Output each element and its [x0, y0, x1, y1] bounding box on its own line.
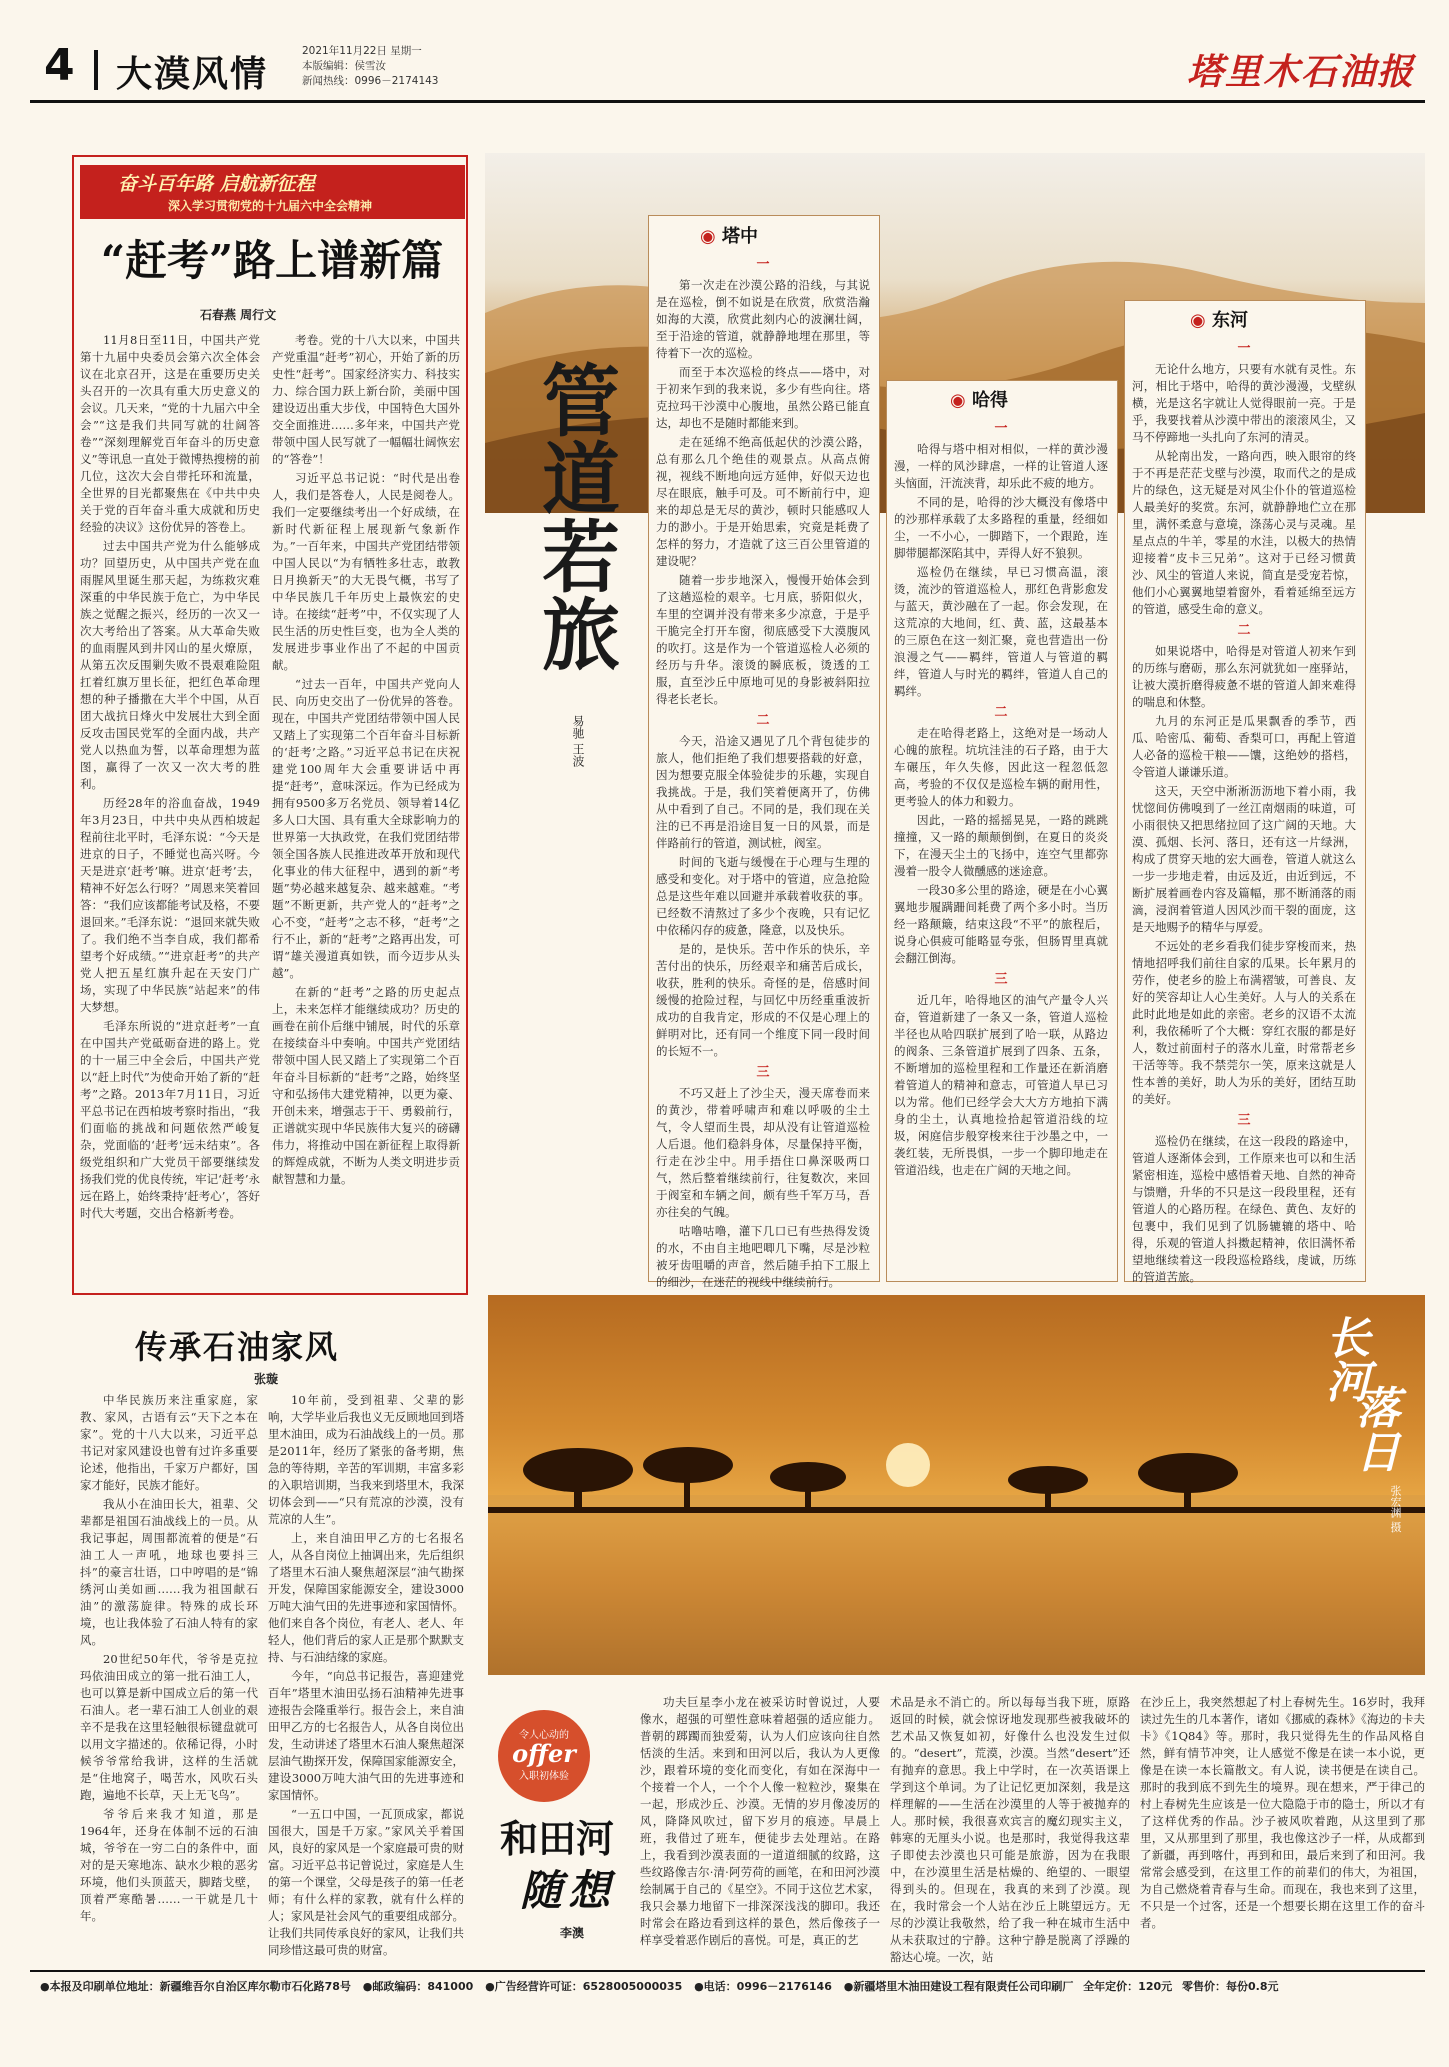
location-pin-icon: ◉ — [1190, 310, 1206, 331]
footer — [40, 1978, 1425, 1994]
article-pipeline-title: 管道若旅 — [529, 360, 620, 672]
article-ganka-col1: 11月8日至11日，中国共产党第十九届中央委员会第六次全体会议在北京召开，这是在重要历史关头召开的一次具有重大历史意义的会议。几天来，“党的十九届六中全会”“这是我们共同写就的壮阔答卷”“深刻理解党百年奋斗的历史意义”等讯息一直处于微博热搜榜的前几位，这次大会自带托环和流量，全世界的目光都聚焦在《中共中央关于党的百年奋斗重大成就和历史经验的决议》这份优异的答卷上。 过去中国共产党为什么能够成功？回望历史，从中国共产党在血雨腥风里诞生那天起，为练救灾难深重的中华民族于危亡，为中华民族之觉醒之振兴，经历的一次又一次大考给出了答案。从大革命失败的血雨腥风到井冈山的星火燎原，从第五次反围剿失败不畏艰难险阻扛着红旗万里长征，把红色革命理想的种子播撒在大半个中国，从百团大战抗日烽火中发展壮大到全面反攻击国民党军的全面内战，共产党人以热血为誓，以革命理想为蓝图，赢得了一次又一次大考的胜利。 历经28年的浴血奋战，1949年3月23日，中共中央从西柏坡起程前往北平时，毛泽东说：“今天是进京的日子，不睡觉也高兴呀。今天是进京‘赶考’嘛。进京‘赶考’去，精神不好怎么行呀？”周恩来笑着回答：“我们应该都能考试及格，不要退回来。”毛泽东说：“退回来就失败了。我们绝不当李自成，我们都希望考个好成绩。”“进京赶考”的共产党人把五星红旗升起在天安门广场，实现了中华民族“站起来”的伟大梦想。 毛泽东所说的“进京赶考”一直在中国共产党砥砺奋进的路上。党的十一届三中全会后，中国共产党以“赶上时代”为使命开始了新的“赶考”之路。2013年7月11日，习近平总书记在西柏坡考察时指出，“我们面临的挑战和问题依然严峻复杂，党面临的‘赶考’远未结束”。各级党组织和广大党员干部要继续发扬我们党的优良传统，牢记‘赶考’永远在路上，始终秉持‘赶考心’，答好时代大考题，交出合格新考卷。 — [80, 333, 260, 1220]
footer-license: ●广告经营许可证：6528005000035 — [485, 1980, 683, 1993]
article-hetian-title-b: 随想 — [520, 1866, 617, 1915]
footer-retail: 零售价：每份0.8元 — [1181, 1980, 1279, 1993]
article-hetian-title-a: 和田河 — [500, 1816, 615, 1861]
photo-title-b: 落日 — [1348, 1385, 1399, 1473]
article-family-col1: 中华民族历来注重家庭，家教、家风，古语有云“天下之本在家”。党的十八大以来，习近平总书记对家风建设也曾有过许多重要论述，他指出，千家万户都好，国家才能好，民族才能好。 我从小在油田长大，祖辈、父辈都是祖国石油战线上的一员。从我记事起，周围都流着的便是“石油工人一声吼，地球也要抖三抖”的豪言壮语，口中哼唱的是“锦绣河山美如画……我为祖国献石油”的激荡旋律。特殊的成长环境，也让我体验了石油人特有的家风。 20世纪50年代，爷爷是克拉玛依油田成立的第一批石油工人，也可以算是新中国成立后的第一代石油人。老一辈石油工人创业的艰辛不是我在这里轻触很标键盘就可以用文字描述的。依稀记得，小时候爷爷常给我讲，这样的生活就是“住地窝子，喝苦水，风吹石头跑，遍地不长草，天上无飞鸟”。 爷爷后来我才知道，那是1964年，还身在体制不远的石油城，爷爷在一穷二白的条件中，面对的是天寒地冻、缺水少粮的恶劣环境，他们头顶蓝天，脚踏戈壁，顶着严寒酷暑……一干就是几十年。 — [80, 1393, 258, 1923]
article-ganka-title: “赶考”路上谱新篇 — [100, 236, 444, 285]
banner-line1: 奋斗百年路 启航新征程 — [118, 173, 315, 195]
article-ganka-author: 石春燕 周行文 — [200, 308, 277, 322]
header-rule — [30, 100, 1425, 103]
page-number: 4 — [44, 40, 75, 91]
location-pin-icon: ◉ — [950, 390, 966, 411]
sub-tazhong-title: ◉ 塔中 — [700, 226, 758, 247]
photo-credit: 张宏渊 摄 — [1389, 1485, 1402, 1533]
article-hetian-col1: 功夫巨星李小龙在被采访时曾说过，人要像水，超强的可塑性意味着超强的适应能力。普朝的踯躅而独爱菊，认为人们应该向往自然恬淡的生活。来到和田河以后，我认为人更像沙，跟着环境的变化而变化，有如在深海中一个接着一个人，一个个人像一粒粒沙，聚集在一起，形成沙丘、沙漠。无情的岁月像凌厉的风，降降风吹过，留下岁月的痕迹。早晨上班，我借过了班车，便徒步去处理站。在路上，我看到沙漠表面的一道道细腻的纹路，这些纹路像吉尔·清·阿劳荷的画笔，在和田河沙漠绘制属于自己的《星空》。不同于这位艺术家，我只会暴力地留下一排深深浅浅的脚印。我还时常会在路边看到这样的景色，然后像孩子一样享受着恶作剧后的喜悦。可是，真正的艺 — [640, 1695, 880, 1947]
footer-rule — [30, 1970, 1425, 1972]
article-ganka-frame — [72, 155, 468, 1295]
article-family-col2: 10年前，受到祖辈、父辈的影响，大学毕业后我也义无反顾地回到塔里木油田，成为石油战线上的一员。那是2011年，经历了紧张的备考期，焦急的等待期，辛苦的军训期，丰富多彩的入职培训期，当我来到塔里木，我深切体会到——“只有荒凉的沙漠，没有荒凉的人生”。 上，来自油田甲乙方的七名报名人，从各自岗位上抽调出来，先后组织了塔里木石油人聚焦超深层“油气勘探开发，保障国家能源安全，建设3000万吨大油气田的先进事迹和家国情怀。他们来自各个岗位，有老人、老人、年轻人，他们背后的家人正是那个默默支持、与石油结缘的家庭。 今年，“向总书记报告，喜迎建党百年”塔里木油田弘扬石油精神先进事迹报告会隆重举行。报告会上，来自油田甲乙方的七名报告人，从各自岗位出发，生动讲述了塔里木石油人聚焦超深层油气勘探开发，保障国家能源安全，建设3000万吨大油气田的先进事迹和家国情怀。 “一五口中国，一瓦顶成家，都说国很大，国是千万家。”家风关乎着国风，良好的家风是一个家庭最可贵的财富。习近平总书记曾说过，家庭是人生的第一个课堂，父母是孩子的第一任老师；有什么样的家教，就有什么样的人；家风是社会风气的重要组成部分。让我们共同传承良好的家风，让我们共同珍惜这最可贵的财富。 — [268, 1393, 464, 1957]
article-pipeline-author: 易驰 王波 — [571, 715, 585, 767]
article-hetian-col3: 在沙丘上，我突然想起了村上春树先生。16岁时，我拜读过先生的几本著作，诸如《挪威的森林》《海边的卡夫卡》《1Q84》等。那时，我只觉得先生的作品风格自然，鲜有情节冲突，让人感觉不像是在读一本小说，更像是在读一本长篇散文。有人说，读书便是在读自己。那时的我到底不到先生的境界。现在想来，严于律己的村上春树先生应该是一位大隐隐于市的隐士，所以才有了这样优秀的作品。沙子被风吹着跑，从这里到了那里，又从那里到了那里，我也像这沙子一样，从成都到了新疆，再到喀什，再到和田，最后来到了和田河。我常常会感受到，在这里工作的前辈们的伟大，为祖国，为自己燃烧着青春与生命。而现在，我也来到了这里，不只是一个过客，还是一个想要长期在这里工作的奋斗者。 — [1140, 1695, 1425, 1930]
offer-badge: 令人心动的 offer 入职初体验 — [498, 1710, 590, 1802]
masthead-logo: 塔里木石油报 — [1186, 51, 1415, 93]
footer-phone: ●电话：0996－2176146 — [694, 1980, 832, 1993]
footer-address: ●本报及印刷单位地址：新疆维吾尔自治区库尔勒市石化路78号 — [40, 1980, 351, 1993]
news-hotline: 新闻热线：0996－2174143 — [302, 75, 439, 87]
article-family-title: 传承石油家风 — [135, 1328, 340, 1366]
footer-postcode: ●邮政编码：841000 — [362, 1980, 474, 1993]
article-hetian-author: 李澳 — [560, 1926, 585, 1940]
sub-donghe-title: ◉ 东河 — [1190, 310, 1248, 331]
header-divider — [94, 50, 98, 90]
sunset-photo — [488, 1295, 1425, 1675]
editor: 本版编辑：侯雪汝 — [302, 60, 386, 72]
sub-hade-title: ◉ 哈得 — [950, 390, 1008, 411]
page-header — [30, 38, 1425, 98]
sub-tazhong-text: 一 第一次走在沙漠公路的沿线，与其说是在巡检，倒不如说是在欣赏，欣赏浩瀚如海的大漠，欣赏此刻内心的波澜壮阔，至于沿途的管道，就静静地埋在那里，等待着下一次的巡检。 而至于本次巡检的终点——塔中，对于初来乍到的我来说，多少有些向往。塔克拉玛干沙漠中心腹地，虽然公路已能直达，却也不是随时都能来到。 走在延绵不绝高低起伏的沙漠公路，总有那么几个绝佳的观景点。从高点俯视，视线不断地向远方延伸，好似天边也尽在眼底，触手可及。可不断前行中，迎来的却总是无尽的黄沙，顿时只能感叹人力的渺小。于是开始思索，究竟是耗费了怎样的努力，才造就了这三百公里管道的建设呢？ 随着一步步地深入，慢慢开始体会到了这趟巡检的艰辛。七月底，骄阳似火，车里的空调并没有带来多少凉意，于是乎干脆完全打开车窗，彻底感受下大漠腹风的吹打。这是作为一个管道巡检人必须的经历与升华。滚烫的瞬底板，烫透的工服，直至沙丘中原地可见的身影被斜阳拉得老长老长。 二 今天，沿途又遇见了几个背包徒步的旅人，他们拒绝了我们想要搭载的好意，因为想要克服全体验徒步的乐趣，实现自我挑战。于是，我们笑着便离开了，仿佛从中看到了自己。不同的是，我们现在关注的已不再是沿途目复一日的风景，而是伴路前行的管道，测试桩，阀室。 时间的飞逝与缓慢在于心理与生理的感受和变化。对于塔中的管道，应急抢险总是这些年难以回避并承载着收获的事。已经数不清熬过了多少个夜晚，只有记忆中依稀闪存的疲惫，隆意，以及快乐。 是的，是快乐。苦中作乐的快乐，辛苦付出的快乐，历经艰辛和痛苦后成长，收获，胜利的快乐。奇怪的是，倍感时间缓慢的抢险过程，与回忆中历经重重波折成功的自我肯定，形成的不仅是心理上的鲜明对比，还有同一个维度下同一段时间的长短不一。 三 不巧又赶上了沙尘天，漫天席卷而来的黄沙，带着呼啸声和难以呼吸的尘土气，令人望而生畏，却从没有让管道巡检人后退。他们稳斜身体，尽量保持平衡，行走在沙尘中。用手捂住口鼻深吸两口气，然后整着继续前行，往复数次，来回于阀室和车辆之间，颇有些千军万马，吾亦往矣的气魄。 咕噜咕噜，灌下几口已有些热得发烫的水，不由自主地吧唧几下嘴，尽是沙粒被牙齿咀嚼的声音，然后随手拍下工服上的细沙，在迷茫的视线中继续前行。 — [656, 257, 870, 1289]
sub-hade-text: 一 哈得与塔中相对相似，一样的黄沙漫漫，一样的风沙肆虐，一样的让管道人逐头恼面，汗流浃背，却乐此不疲的地方。 不同的是，哈得的沙大概没有像塔中的沙那样承载了太多路程的重量，经细如尘，一不小心，一脚踏下，一个跟跄，连脚带腿都深陷其中，弄得人好不狼狈。 巡检仍在继续，早已习惯高温，滚烫，流沙的管道巡检人，那红色背影愈发与蓝天，黄沙融在了一起。你会发现，在这荒凉的大地间，红、黄、蓝，这最基本的三原色在这一刻汇聚，竟也营造出一份浪漫之气——羁绊，管道人与管道的羁绊，管道人与时光的羁绊，管道人自己的羁绊。 二 走在哈得老路上，这绝对是一场动人心魄的旅程。坑坑洼洼的石子路，由于大车碾压，年久失修，因此这一程忽低忽高，考验的不仅仅是巡检车辆的耐用性，更考验人的体力和毅力。 因此，一路的摇摇晃晃，一路的跳跳撞撞，又一路的颠颠倒倒，在夏日的炎炎下，在漫天尘土的飞扬中，连空气里都弥漫着一股令人微醺感的迷途意。 一段30多公里的路途，硬是在小心翼翼地步履蹒跚间耗费了两个多小时。当历经一路颠簸，结束这段“不平”的旅程后，说身心俱疲可能略显夸张，但肠胃里真就会翻江倒海。 三 近几年，哈得地区的油气产量令人兴奋，管道新建了一条又一条，管道人巡检半径也从哈四联扩展到了哈一联，从路边的阀条、三条管道扩展到了四条、五条，不断增加的巡检里程和工作量还在新消磨着管道人的精神和意志，可管道人早已习以为常。他们已经学会大大方方地拍下满身的尘土，认真地捡拾起管道沿线的垃圾，闲庭信步般穿梭来往于沙墨之中，一袭红装，无所畏惧，一步一个脚印地走在管道沿线，也走在广阔的天地之间。 — [894, 421, 1108, 1177]
page-title: 大漠风情 — [116, 53, 269, 95]
footer-price: 全年定价：120元 — [1083, 1980, 1173, 1993]
location-pin-icon: ◉ — [700, 226, 716, 247]
photo-title-a: 长河 — [1318, 1315, 1369, 1403]
article-ganka-col2: 考卷。党的十八大以来，中国共产党重温“赶考”初心，开始了新的历史性“赶考”。国家经济实力、科技实力、综合国力跃上新台阶，美丽中国建设迈出重大步伐，中国特色大国外交全面推进……多年来，中国共产党带领中国人民写就了一幅幅壮阔恢宏的“答卷”！ 习近平总书记说：“时代是出卷人，我们是答卷人，人民是阅卷人。我们一定要继续考出一个好成绩，在新时代新征程上展现新气象新作为。”一百年来，中国共产党团结带领中国人民以“为有牺牲多壮志，敢教日月换新天”的大无畏气概，书写了中华民族几千年历史上最恢宏的史诗。在接续“赶考”中，不仅实现了人民生活的历史性巨变，也为全人类的发展进步事业作出了不起的中国贡献。 “过去一百年，中国共产党向人民、向历史交出了一份优异的答卷。现在，中国共产党团结带领中国人民又踏上了实现第二个百年奋斗目标新的‘赶考’之路。”习近平总书记在庆祝建党100周年大会重要讲话中再提“赶考”，意味深远。作为已经成为拥有9500多万名党员、领导着14亿多人口大国、具有重大全球影响力的世界第一大执政党，在我们党团结带领全国各族人民推进改革开放和现代化事业的伟大征程中，遇到的新“考题”势必越来越复杂、越来越难。“考题”不断更新，共产党人的“赶考”之心不变，“赶考”之志不移，“赶考”之行不止，新的“赶考”之路再出发，可谓“雄关漫道真如铁，而今迈步从头越”。 在新的“赶考”之路的历史起点上，未来怎样才能继续成功？历史的画卷在前仆后继中铺展，时代的乐章在接续奋斗中奏响。中国共产党团结带领中国人民又踏上了实现第二个百年奋斗目标新的“赶考”之路，始终坚守和弘扬伟大建党精神，以更为豪、开创未来，增强志于干、勇毅前行，正谱就实现中华民族伟大复兴的磅礴伟力，将推动中国在新征程上取得新的辉煌成就，不断为人类文明进步贡献智慧和力量。 — [272, 333, 460, 1186]
sub-donghe-text: 一 无论什么地方，只要有水就有灵性。东河，相比于塔中，哈得的黄沙漫漫，戈壁纵横，光是这名字就让人觉得眼前一亮。于是乎，我要找着从沙漠中带出的滚滚风尘，又马不停蹄地一头扎向了东河的清灵。 从轮南出发，一路向西，映入眼帘的终于不再是茫茫戈壁与沙漠，取而代之的是成片的绿色，这无疑是对风尘仆仆的管道巡检人最美好的奖赏。东河，就静静地伫立在那里，满怀柔意与意境，涤荡心灵与灵魂。星星点点的牛羊，零星的水洼，以极大的热情迎接着“皮卡三兄弟”。这对于已经习惯黄沙、风尘的管道人来说，简直是受宠若惊，他们小心翼翼地望着窗外，看着延绵至远方的管道，感受生命的意义。 二 如果说塔中，哈得是对管道人初来乍到的历练与磨砺，那么东河就犹如一座驿站，让被大漠折磨得疲惫不堪的管道人卸来难得的喘息和休整。 九月的东河正是瓜果飘香的季节，西瓜、哈密瓜、葡萄、香梨可口，再配上管道人必备的巡检干粮——馕，这绝妙的搭档，令管道人谦谦乐道。 这天，天空中淅淅沥沥地下着小雨，我忧惚间仿佛嗅到了一丝江南烟雨的味道，可小雨很快又把思绪拉回了这广阔的天地。大漠、孤烟、长河、落日，还有这一片绿洲，构成了贯穿天地的宏大画卷，管道人就这么一步一步地走着，由远及近，由近到远，不断扩展着画卷内容及篇幅，那不断涌落的雨滴，浸润着管道人因风沙而干裂的面庞，这是天地赐予的精华与厚爱。 不远处的老乡看我们徒步穿梭而来，热情地招呼我们前往自家的瓜果。长年累月的劳作，使老乡的脸上布满褶皱，可善良、友好的笑容却让人心生美好。人与人的关系在此时此地是如此的亲密。老乡的汉语不太流利，我依稀听了个大概：穿红衣服的都是好人，数过前面村子的落水儿童，时常帮老乡干活等等。我不禁莞尔一笑，原来这就是人性本善的美好，助人为乐的美好，团结互助的美好。 三 巡检仍在继续，在这一段段的路途中，管道人逐渐体会到，工作原来也可以和生活紧密相连，巡检中感悟着天地、自然的神奇与馈赠，升华的不只是这一段段里程，还有管道人的心路历程。在绿色、黄色、友好的包裹中，我们见到了饥肠辘辘的塔中、哈得，乐观的管道人抖擞起精神，依旧满怀希望地继续着这一段段巡检路线，虔诚，历练的管道苦旅。 — [1132, 341, 1356, 1284]
issue-date: 2021年11月22日 星期一 — [302, 45, 422, 57]
article-hetian-col2: 术品是永不消亡的。所以每每当我下班，原路返回的时候，就会惊讶地发现那些被我破坏的艺术品又恢复如初，好像什么也没发生过似的。“desert”，荒漠，沙漠。当然“desert”还有抛弃的意思。我上中学时，在一次英语课上学到这个单词。为了让记忆更加深刻，我是这样理解的——生活在沙漠里的人等于被抛弃的人。那时候，我很喜欢宾言的魔幻现实主义，韩寒的无厘头小说。也是那时，我觉得我这辈子即使去沙漠也只可能是旅游，因为在我眼中，在沙漠里生活是枯燥的、绝望的、一眼望得到头的。但现在，我真的来到了沙漠。现在，我时常会一个人站在沙丘上眺望远方。无尽的沙漠让我敬然，给了我一种在城市生活中从未获取过的宁静。这种宁静是脱离了浮躁的豁达心境。一次，站 — [890, 1695, 1130, 1964]
footer-printer: ●新疆塔里木油田建设工程有限责任公司印刷厂 — [843, 1980, 1074, 1993]
sunset-trees — [488, 1295, 1425, 1675]
banner-line2: 深入学习贯彻党的十九届六中全会精神 — [168, 199, 373, 213]
article-family-author: 张璇 — [254, 1372, 279, 1386]
